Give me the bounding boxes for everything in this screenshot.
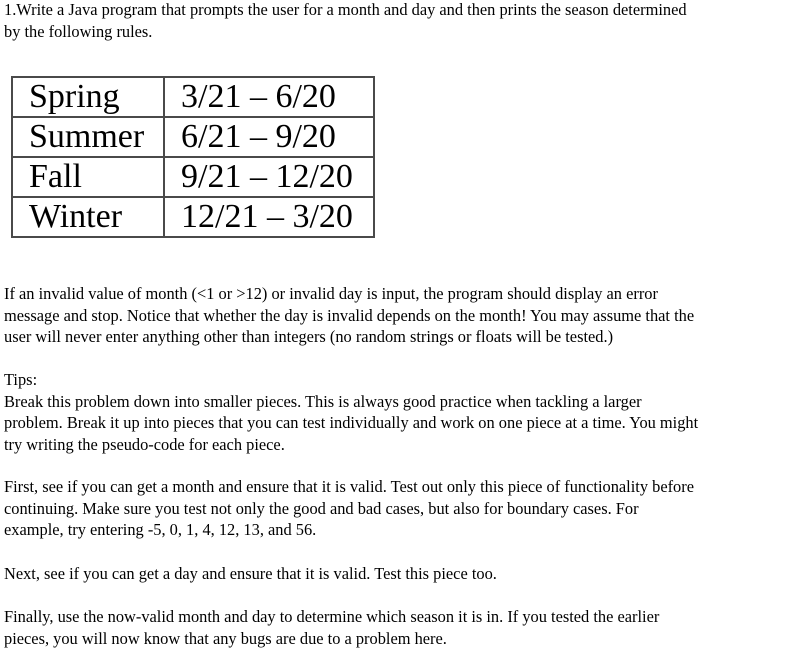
table-row xyxy=(12,117,374,157)
paragraph-line: example, try entering -5, 0, 1, 4, 12, 13, and 56. xyxy=(4,520,317,539)
paragraph-line: pieces, you will now know that any bugs are due to a problem here. xyxy=(4,628,447,648)
season-table xyxy=(11,76,375,238)
tips-heading: Tips: xyxy=(4,370,38,389)
day-validation-paragraph xyxy=(4,563,790,585)
paragraph-line: First, see if you can get a month and ensure that it is valid. Test out only this piece of functionality before xyxy=(4,477,694,496)
season-name: Fall xyxy=(12,157,164,197)
paragraph-line: Break this problem down into smaller pieces. This is always good practice when tackling a larger xyxy=(4,391,642,411)
paragraph-line: Finally, use the now-valid month and day to determine which season it is in. If you tested the earlier xyxy=(4,607,660,626)
season-determination-paragraph xyxy=(4,606,790,649)
season-range: 3/21 – 6/20 xyxy=(164,77,374,117)
assignment-intro xyxy=(4,0,790,42)
table-row xyxy=(12,77,374,117)
paragraph-line: try writing the pseudo-code for each piece. xyxy=(4,434,285,454)
tips-paragraph xyxy=(4,369,790,455)
season-name: Summer xyxy=(12,117,164,157)
intro-line: 1.Write a Java program that prompts the user for a month and day and then prints the season determined xyxy=(4,0,687,19)
season-name: Winter xyxy=(12,197,164,237)
season-range: 12/21 – 3/20 xyxy=(164,197,374,237)
invalid-input-paragraph xyxy=(4,283,790,348)
season-range: 9/21 – 12/20 xyxy=(164,157,374,197)
paragraph-line: message and stop. Notice that whether the day is invalid depends on the month! You may assume that the xyxy=(4,305,695,325)
table-row xyxy=(12,197,374,237)
paragraph-line: problem. Break it up into pieces that you can test individually and work on one piece at a time. You might xyxy=(4,413,699,432)
month-validation-paragraph xyxy=(4,476,790,541)
paragraph-line: Next, see if you can get a day and ensure that it is valid. Test this piece too. xyxy=(4,564,497,583)
paragraph-line: continuing. Make sure you test not only the good and bad cases, but also for boundary cases. For xyxy=(4,498,639,518)
season-range: 6/21 – 9/20 xyxy=(164,117,374,157)
intro-line: by the following rules. xyxy=(4,21,153,41)
paragraph-line: If an invalid value of month (<1 or >12) or invalid day is input, the program should display an error xyxy=(4,284,658,303)
table-row xyxy=(12,157,374,197)
paragraph-line: user will never enter anything other than integers (no random strings or floats will be tested.) xyxy=(4,327,614,346)
season-name: Spring xyxy=(12,77,164,117)
